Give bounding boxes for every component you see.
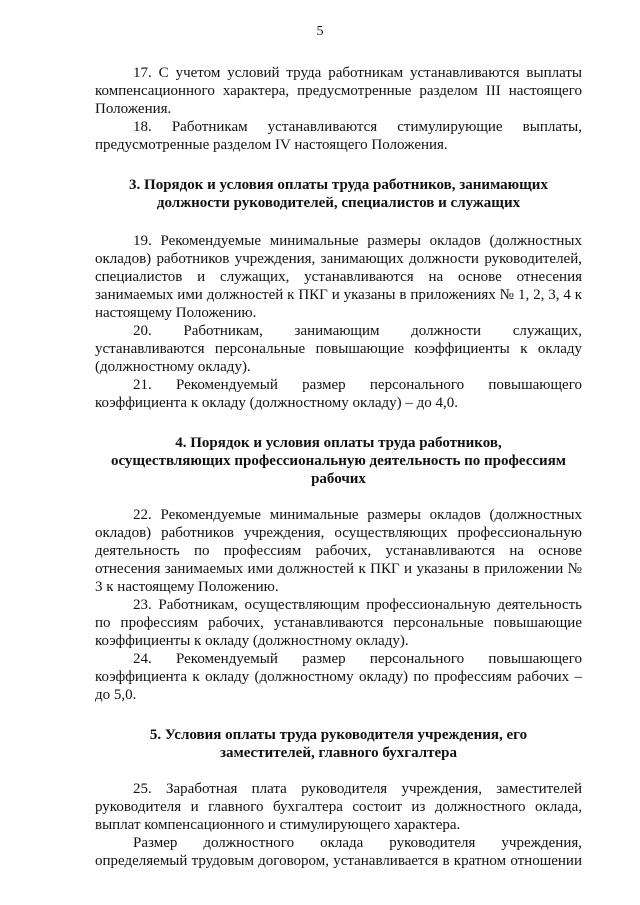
section-5-heading-line-2: заместителей, главного бухгалтера xyxy=(219,745,458,761)
section-4-heading-line-1: 4. Порядок и условия оплаты труда работников, xyxy=(175,435,502,451)
document-body xyxy=(95,64,582,870)
paragraph-24: 24. Рекомендуемый размер персонального повышающего коэффициента к окладу (должностному окладу) по профессиям рабочих – до 5,0. xyxy=(95,651,582,703)
section-4-heading-line-2: осуществляющих профессиональную деятельность по профессиям xyxy=(110,453,567,469)
paragraph-19: 19. Рекомендуемые минимальные размеры окладов (должностных окладов) работников учреждения, занимающих должности руководителей, специалистов и служащих, устанавливаются на основе отнесения занимаемых ими должностей к ПКГ и указаны в приложениях № 1, 2, 3, 4 к настоящему Положению. xyxy=(95,233,582,321)
paragraph-21: 21. Рекомендуемый размер персонального повышающего коэффициента к окладу (должностному окладу) – до 4,0. xyxy=(95,377,582,411)
section-5-heading-line-1: 5. Условия оплаты труда руководителя учреждения, его xyxy=(149,727,528,743)
page-number: 5 xyxy=(316,24,324,39)
paragraph-17: 17. С учетом условий труда работникам устанавливаются выплаты компенсационного характера, предусмотренные разделом III настоящего Положения. xyxy=(95,65,582,117)
paragraph-22: 22. Рекомендуемые минимальные размеры окладов (должностных окладов) работников учреждения, осуществляющих профессиональную деятельность по профессиям рабочих, устанавливаются на основе отнесения занимаемых ими должностей к ПКГ и указаны в приложении № 3 к настоящему Положению. xyxy=(95,507,582,595)
paragraph-25: 25. Заработная плата руководителя учреждения, заместителей руководителя и главного бухгалтера состоит из должностного оклада, выплат компенсационного и стимулирующего характера. xyxy=(95,781,582,833)
paragraph-20: 20. Работникам, занимающим должности служащих, устанавливаются персональные повышающие коэффициенты к окладу (должностному окладу). xyxy=(95,323,582,375)
paragraph-18: 18. Работникам устанавливаются стимулирующие выплаты, предусмотренные разделом IV настоящего Положения. xyxy=(95,119,582,153)
paragraph-23: 23. Работникам, осуществляющим профессиональную деятельность по профессиям рабочих, устанавливаются персональные повышающие коэффициенты к окладу (должностному окладу). xyxy=(95,597,582,649)
section-3-heading-line-1: 3. Порядок и условия оплаты труда работников, занимающих xyxy=(129,177,548,193)
section-3-heading-line-2: должности руководителей, специалистов и служащих xyxy=(156,195,521,211)
section-4-heading-line-3: рабочих xyxy=(311,471,366,487)
paragraph-26: Размер должностного оклада руководителя учреждения, определяемый трудовым договором, устанавливается в кратном отношении xyxy=(95,835,582,869)
